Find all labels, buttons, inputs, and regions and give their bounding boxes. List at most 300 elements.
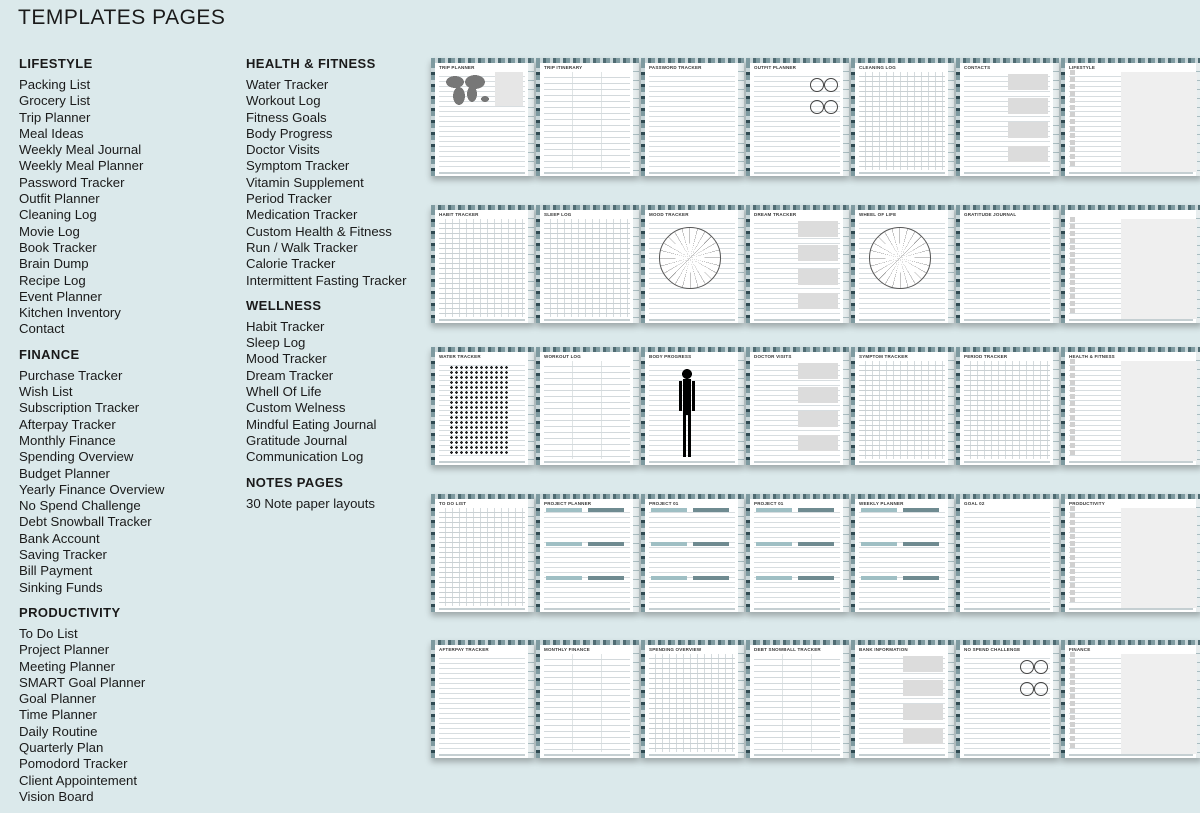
thumbnail-footer [754, 172, 840, 174]
thumbnail-footer [1069, 319, 1193, 321]
template-thumbnail [641, 494, 744, 612]
template-list-item: Pomodord Tracker [19, 756, 128, 772]
category-column-right [246, 54, 436, 520]
template-list-item: Yearly Finance Overview [19, 481, 165, 497]
thumbnail-footer [859, 319, 945, 321]
thumbnail-footer [1069, 754, 1193, 756]
template-thumbnail [746, 640, 849, 758]
section-title: LIFESTYLE [19, 56, 93, 71]
template-thumbnail [746, 347, 849, 465]
thumbnail-tab-strip [1053, 499, 1059, 612]
thumbnail-header-chip [798, 576, 834, 580]
index-number-box [1070, 154, 1075, 159]
thumbnail-body [439, 654, 525, 752]
template-list-item: Medication Tracker [246, 207, 358, 223]
thumbnail-title: AFTERPAY TRACKER [439, 647, 489, 652]
index-number-box [1070, 112, 1075, 117]
template-list-item: Subscription Tracker [19, 400, 140, 416]
thumbnail-panel [1121, 508, 1197, 608]
index-number-box [1070, 147, 1075, 152]
index-number-box [1070, 562, 1075, 567]
circle-slot-icon [1020, 682, 1034, 696]
template-list-item: Grocery List [19, 93, 91, 109]
template-thumbnail [641, 58, 744, 176]
thumbnail-row [431, 205, 1200, 323]
template-thumbnail [536, 58, 639, 176]
thumbnail-header-band [746, 640, 849, 645]
template-list-item: Custom Welness [246, 400, 346, 416]
index-number-box [1070, 224, 1075, 229]
section-title: FINANCE [19, 346, 80, 362]
category-section [246, 476, 436, 512]
thumbnail-side-band [746, 210, 750, 323]
thumbnail-header-chip [588, 542, 624, 546]
index-number-box [1070, 708, 1075, 713]
thumbnail-footer [754, 319, 840, 321]
thumbnail-footer [439, 461, 525, 463]
thumbnail-side-band [851, 210, 855, 323]
thumbnail-panel [1008, 74, 1048, 90]
thumbnail-header-chip [798, 542, 834, 546]
thumbnail-side-band [536, 63, 540, 176]
thumbnail-side-band [641, 352, 645, 465]
thumbnail-tab-strip [1053, 210, 1059, 323]
template-list-item: Trip Planner [19, 109, 91, 125]
index-number-box [1070, 308, 1075, 313]
thumbnail-tab-strip [528, 210, 534, 323]
thumbnail-tab-strip [738, 352, 744, 465]
template-list-item: Weekly Meal Planner [19, 158, 144, 174]
thumbnail-body [649, 654, 735, 752]
template-list-item: Wish List [19, 384, 73, 400]
thumbnail-header-chip [903, 576, 939, 580]
thumbnail-body [439, 219, 525, 317]
thumbnail-side-band [746, 499, 750, 612]
template-list-item: Calorie Tracker [246, 256, 336, 272]
thumbnail-body [544, 654, 630, 752]
thumbnail-title: PROJECT 01 [754, 501, 784, 506]
thumbnail-title: PROJECT PLANNER [544, 501, 592, 506]
template-thumbnail [851, 494, 954, 612]
thumbnail-header-chip [903, 542, 939, 546]
template-thumbnail [956, 205, 1059, 323]
thumbnail-title: SYMPTOM TRACKER [859, 354, 908, 359]
thumbnail-tab-strip [1053, 63, 1059, 176]
thumbnail-body [859, 72, 945, 170]
thumbnail-tab-strip [633, 210, 639, 323]
template-list-item: Project Planner [19, 642, 110, 658]
thumbnail-header-band [431, 205, 534, 210]
template-thumbnail [641, 347, 744, 465]
thumbnail-footer [439, 172, 525, 174]
thumbnail-side-band [431, 499, 435, 612]
thumbnail-panel [798, 411, 838, 427]
template-thumbnail [1061, 205, 1200, 323]
thumbnail-header-band [641, 640, 744, 645]
template-list-item: Daily Routine [19, 723, 98, 739]
thumbnail-side-band [746, 63, 750, 176]
thumbnail-panel [1121, 361, 1197, 461]
thumbnail-footer [754, 461, 840, 463]
thumbnail-footer [544, 754, 630, 756]
thumbnail-header-chip [861, 508, 897, 512]
index-number-box [1070, 217, 1075, 222]
index-number-box [1070, 659, 1075, 664]
template-list-item: Mindful Eating Journal [246, 416, 377, 432]
template-list-item: Purchase Tracker [19, 367, 123, 383]
thumbnail-panel [1121, 72, 1197, 172]
index-number-box [1070, 590, 1075, 595]
template-list-item: Dream Tracker [246, 367, 334, 383]
thumbnail-side-band [431, 63, 435, 176]
thumbnail-footer [964, 754, 1050, 756]
thumbnail-tab-strip [633, 499, 639, 612]
thumbnail-panel [798, 269, 838, 285]
thumbnail-header-chip [588, 576, 624, 580]
thumbnail-panel [903, 656, 943, 672]
thumbnail-header-band [851, 205, 954, 210]
index-number-box [1070, 694, 1075, 699]
thumbnail-tab-strip [1053, 645, 1059, 758]
template-thumbnail [851, 205, 954, 323]
index-number-box [1070, 77, 1075, 82]
thumbnail-title: TO DO LIST [439, 501, 467, 506]
template-list-item: Gratitude Journal [246, 432, 348, 448]
template-list-item: Packing List [19, 77, 91, 92]
template-list-item: Weekly Meal Journal [19, 142, 142, 158]
thumbnail-side-band [641, 645, 645, 758]
thumbnail-footer [544, 172, 630, 174]
index-number-box [1070, 436, 1075, 441]
template-list-item: Period Tracker [246, 191, 332, 207]
index-number-box [1070, 548, 1075, 553]
thumbnail-row [431, 640, 1200, 758]
thumbnail-footer [439, 754, 525, 756]
thumbnail-header-chip [546, 542, 582, 546]
template-list-item: Custom Health & Fitness [246, 223, 392, 239]
index-number-box [1070, 287, 1075, 292]
template-thumbnail [1061, 640, 1200, 758]
section-title: HEALTH & FITNESS [246, 56, 376, 71]
template-list-item: To Do List [19, 625, 78, 641]
thumbnail-side-band [851, 352, 855, 465]
template-thumbnail [431, 205, 534, 323]
thumbnail-title: DOCTOR VISITS [754, 354, 792, 359]
template-list-item: No Spend Challenge [19, 498, 141, 514]
index-number-box [1070, 583, 1075, 588]
index-number-box [1070, 373, 1075, 378]
index-number-box [1070, 722, 1075, 727]
thumbnail-footer [859, 754, 945, 756]
thumbnail-panel [903, 728, 943, 744]
thumbnail-tab-strip [738, 63, 744, 176]
thumbnail-footer [754, 608, 840, 610]
thumbnail-tab-strip [528, 352, 534, 465]
thumbnail-header-band [956, 494, 1059, 499]
thumbnail-header-chip [798, 508, 834, 512]
thumbnail-side-band [746, 645, 750, 758]
index-number-box [1070, 394, 1075, 399]
thumbnail-tab-strip [948, 352, 954, 465]
thumbnail-panel [798, 293, 838, 309]
index-number-box [1070, 534, 1075, 539]
category-column-left [19, 54, 239, 813]
template-thumbnail [536, 640, 639, 758]
template-list-item: Time Planner [19, 707, 97, 723]
thumbnail-tab-strip [843, 352, 849, 465]
thumbnail-side-band [956, 63, 960, 176]
thumbnail-tab-strip [633, 645, 639, 758]
template-list-item: Quarterly Plan [19, 739, 104, 755]
template-list-item: Workout Log [246, 93, 321, 109]
template-list-item: 30 Note paper layouts [246, 495, 376, 511]
template-list-item: Saving Tracker [19, 547, 107, 563]
thumbnail-row [431, 347, 1200, 465]
thumbnail-side-band [1061, 352, 1065, 465]
circle-slot-icon [1020, 660, 1034, 674]
template-list-item: Habit Tracker [246, 318, 325, 334]
thumbnail-header-chip [756, 508, 792, 512]
category-section [19, 57, 239, 338]
index-number-box [1070, 422, 1075, 427]
thumbnail-footer [439, 608, 525, 610]
thumbnail-footer [649, 461, 735, 463]
section-title: WELLNESS [246, 297, 322, 313]
index-number-box [1070, 541, 1075, 546]
template-list-item: Vitamin Supplement [246, 174, 364, 190]
template-thumbnails [431, 58, 1200, 760]
thumbnail-side-band [431, 210, 435, 323]
index-number-box [1070, 450, 1075, 455]
template-thumbnail [431, 640, 534, 758]
template-thumbnail [956, 494, 1059, 612]
thumbnail-footer [964, 608, 1050, 610]
thumbnail-header-chip [651, 576, 687, 580]
template-list-item: Afterpay Tracker [19, 416, 116, 432]
thumbnail-header-band [851, 640, 954, 645]
thumbnail-title: WHEEL OF LIFE [859, 212, 897, 217]
index-number-box [1070, 652, 1075, 657]
thumbnail-panel [903, 704, 943, 720]
thumbnail-body [544, 361, 630, 459]
thumbnail-body [964, 508, 1050, 606]
thumbnail-tab-strip [528, 645, 534, 758]
index-number-box [1070, 687, 1075, 692]
thumbnail-header-band [641, 347, 744, 352]
index-number-box [1070, 429, 1075, 434]
index-number-box [1070, 140, 1075, 145]
template-thumbnail [536, 347, 639, 465]
index-number-box [1070, 380, 1075, 385]
thumbnail-side-band [956, 499, 960, 612]
thumbnail-header-band [431, 347, 534, 352]
thumbnail-body [439, 508, 525, 606]
template-thumbnail [536, 494, 639, 612]
thumbnail-header-band [956, 58, 1059, 63]
thumbnail-footer [1069, 172, 1193, 174]
thumbnail-side-band [746, 352, 750, 465]
category-section [246, 57, 436, 289]
template-list-item: Spending Overview [19, 449, 134, 465]
thumbnail-row [431, 494, 1200, 612]
thumbnail-header-band [851, 494, 954, 499]
template-thumbnail [536, 205, 639, 323]
thumbnail-tab-strip [843, 210, 849, 323]
thumbnail-side-band [1061, 210, 1065, 323]
template-list-item: Book Tracker [19, 239, 97, 255]
template-thumbnail [956, 347, 1059, 465]
template-list-item: Cleaning Log [19, 207, 97, 223]
thumbnail-body [754, 508, 840, 606]
thumbnail-title: PRODUCTIVITY [1069, 501, 1105, 506]
thumbnail-header-band [536, 494, 639, 499]
thumbnail-header-band [536, 58, 639, 63]
index-number-box [1070, 301, 1075, 306]
template-list-item: Doctor Visits [246, 142, 320, 158]
index-number-box [1070, 245, 1075, 250]
template-list-item: Contact [19, 321, 65, 337]
thumbnail-header-chip [861, 542, 897, 546]
section-title: NOTES PAGES [246, 474, 344, 490]
thumbnail-footer [964, 319, 1050, 321]
template-list-item: Goal Planner [19, 691, 96, 707]
thumbnail-header-band [1061, 205, 1200, 210]
template-list-item: Communication Log [246, 449, 364, 465]
template-list-item: SMART Goal Planner [19, 674, 146, 690]
template-list-item: Mood Tracker [246, 351, 327, 367]
index-number-box [1070, 569, 1075, 574]
thumbnail-header-band [536, 205, 639, 210]
template-thumbnail [956, 640, 1059, 758]
thumbnail-footer [544, 461, 630, 463]
template-list-item: Meal Ideas [19, 125, 84, 141]
index-number-box [1070, 133, 1075, 138]
circle-slot-icon [1034, 660, 1048, 674]
template-list-item: Kitchen Inventory [19, 305, 121, 321]
thumbnail-panel [798, 363, 838, 379]
template-thumbnail [746, 58, 849, 176]
thumbnail-header-band [746, 347, 849, 352]
index-number-box [1070, 387, 1075, 392]
template-thumbnail [1061, 347, 1200, 465]
thumbnail-side-band [431, 645, 435, 758]
template-thumbnail [851, 347, 954, 465]
index-number-box [1070, 513, 1075, 518]
index-number-box [1070, 161, 1075, 166]
thumbnail-side-band [641, 210, 645, 323]
thumbnail-tab-strip [948, 210, 954, 323]
template-list-item: Body Progress [246, 125, 333, 141]
thumbnail-side-band [851, 499, 855, 612]
thumbnail-footer [964, 172, 1050, 174]
thumbnail-side-band [641, 63, 645, 176]
thumbnail-footer [1069, 608, 1193, 610]
index-number-box [1070, 231, 1075, 236]
template-list-item: Whell Of Life [246, 384, 322, 400]
thumbnail-title: MONTHLY FINANCE [544, 647, 591, 652]
thumbnail-title: SLEEP LOG [544, 212, 572, 217]
category-section [246, 299, 436, 466]
thumbnail-header-band [851, 347, 954, 352]
template-thumbnail [851, 58, 954, 176]
thumbnail-header-band [956, 640, 1059, 645]
thumbnail-footer [649, 172, 735, 174]
index-number-box [1070, 84, 1075, 89]
thumbnail-header-band [1061, 58, 1200, 63]
thumbnail-header-chip [651, 542, 687, 546]
thumbnail-title: GOAL 02 [964, 501, 985, 506]
index-number-box [1070, 366, 1075, 371]
thumbnail-footer [859, 461, 945, 463]
section-title: PRODUCTIVITY [19, 604, 121, 620]
thumbnail-side-band [956, 210, 960, 323]
index-number-box [1070, 555, 1075, 560]
index-number-box [1070, 527, 1075, 532]
index-number-box [1070, 259, 1075, 264]
thumbnail-header-band [956, 205, 1059, 210]
thumbnail-title: FINANCE [1069, 647, 1091, 652]
thumbnail-tab-strip [843, 645, 849, 758]
index-number-box [1070, 280, 1075, 285]
index-number-box [1070, 294, 1075, 299]
template-thumbnail [431, 494, 534, 612]
index-number-box [1070, 701, 1075, 706]
index-number-box [1070, 408, 1075, 413]
thumbnail-footer [859, 172, 945, 174]
template-thumbnail [746, 494, 849, 612]
template-list-item: Event Planner [19, 288, 102, 304]
template-thumbnail [746, 205, 849, 323]
thumbnail-header-band [431, 494, 534, 499]
index-number-box [1070, 666, 1075, 671]
thumbnail-header-band [641, 494, 744, 499]
thumbnail-side-band [1061, 63, 1065, 176]
thumbnail-header-band [641, 58, 744, 63]
thumbnail-panel [798, 387, 838, 403]
thumbnail-footer [754, 754, 840, 756]
template-thumbnail [1061, 494, 1200, 612]
thumbnail-body [754, 654, 840, 752]
circle-slot-icon [810, 100, 824, 114]
thumbnail-side-band [536, 352, 540, 465]
thumbnail-header-band [956, 347, 1059, 352]
template-list-item: Meeting Planner [19, 658, 116, 674]
thumbnail-side-band [851, 63, 855, 176]
index-number-box [1070, 520, 1075, 525]
thumbnail-title: BANK INFORMATION [859, 647, 908, 652]
category-section [19, 348, 239, 596]
thumbnail-header-band [746, 205, 849, 210]
thumbnail-tab-strip [738, 210, 744, 323]
template-list-item: Movie Log [19, 223, 80, 239]
thumbnail-header-band [431, 58, 534, 63]
thumbnail-title: PERIOD TRACKER [964, 354, 1008, 359]
thumbnail-footer [964, 461, 1050, 463]
thumbnail-body [649, 72, 735, 170]
thumbnail-header-chip [651, 508, 687, 512]
thumbnail-title: SPENDING OVERVIEW [649, 647, 702, 652]
template-list-item: Water Tracker [246, 77, 329, 92]
thumbnail-panel [1121, 654, 1197, 754]
index-number-box [1070, 743, 1075, 748]
thumbnail-panel [798, 221, 838, 237]
thumbnail-title: GRATITUDE JOURNAL [964, 212, 1017, 217]
template-list-item: Client Appointement [19, 772, 138, 788]
index-number-box [1070, 266, 1075, 271]
thumbnail-body [544, 508, 630, 606]
index-number-box [1070, 715, 1075, 720]
index-number-box [1070, 443, 1075, 448]
